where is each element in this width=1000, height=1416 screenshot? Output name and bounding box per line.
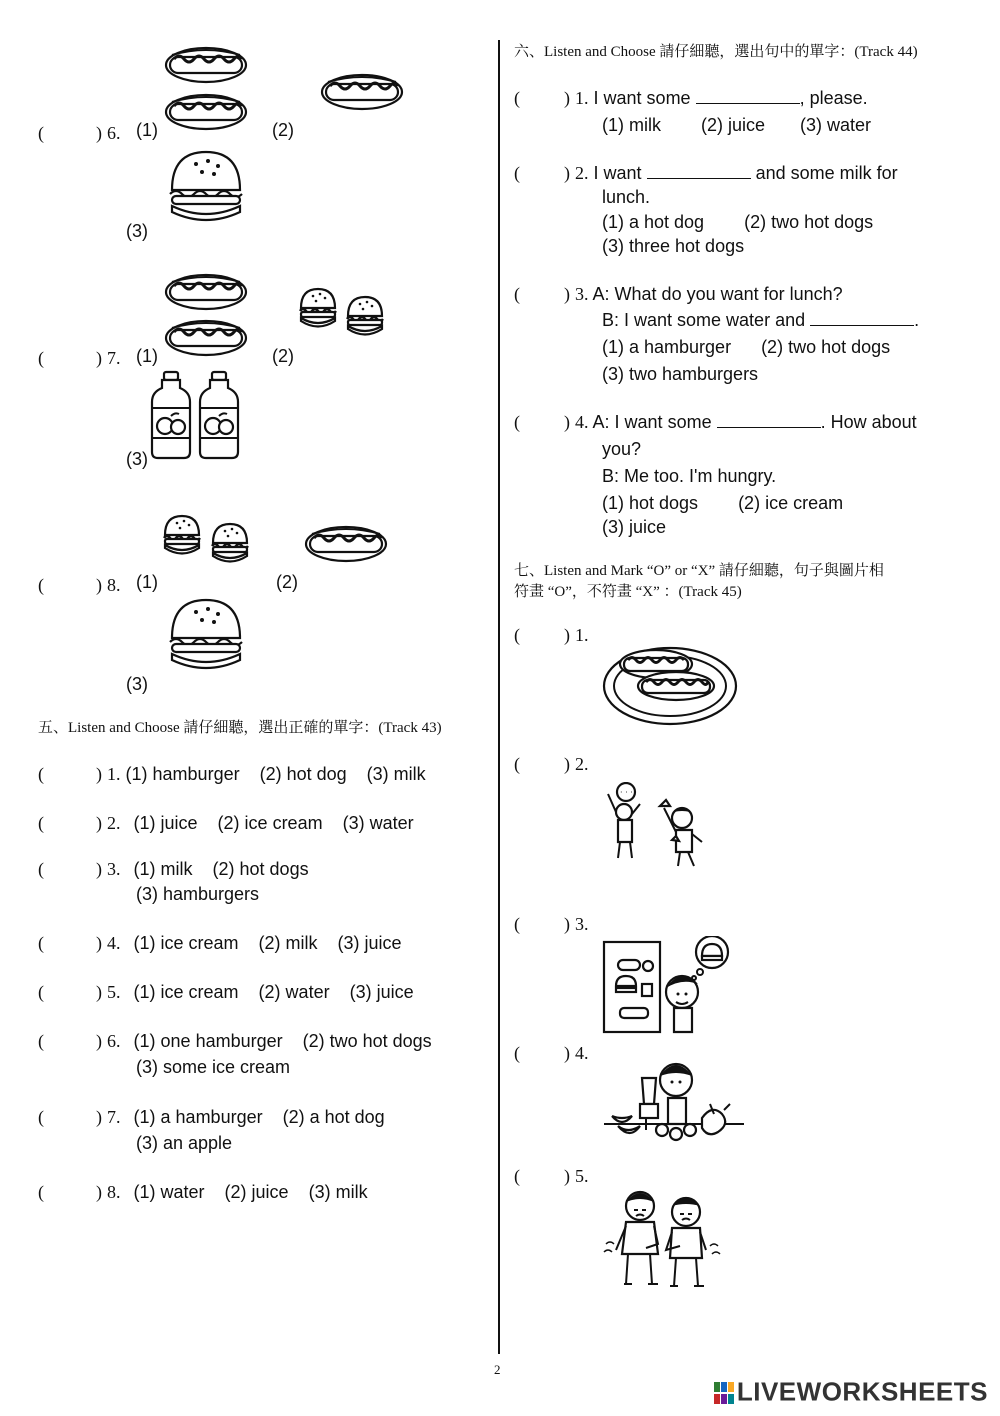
answer-paren-open[interactable]: (	[514, 284, 520, 304]
section5-item-5: ( ) 5. (1) ice cream (2) water (3) juice	[38, 982, 414, 1002]
page-number: 2	[494, 1362, 501, 1377]
answer-paren-open[interactable]: (	[514, 1166, 520, 1186]
answer-paren-open[interactable]: (	[38, 764, 44, 784]
section6-item-2-options: (1) a hot dog (2) two hot dogs	[602, 212, 874, 232]
section5-item-7-line2: (3) an apple	[136, 1133, 233, 1153]
answer-paren-open[interactable]: (	[38, 859, 44, 879]
answer-paren-open[interactable]: (	[38, 123, 44, 143]
left-illustrations	[0, 0, 500, 710]
two-hungry-kids-illustration	[600, 1184, 750, 1302]
section7-item-3: ( ) 3.	[514, 914, 589, 934]
section5-item-7: ( ) 7. (1) a hamburger (2) a hot dog	[38, 1107, 385, 1127]
section6-item-3-options: (1) a hamburger (2) two hot dogs	[602, 337, 891, 357]
section6-item-3-line2: B: I want some water and .	[602, 310, 920, 330]
menu-and-girl-burger-illustration	[602, 936, 747, 1036]
section5-item-6: ( ) 6. (1) one hamburger (2) two hot dogs	[38, 1031, 432, 1051]
section6-item-4-line2: you?	[602, 439, 642, 459]
section7-item-1: ( ) 1.	[514, 625, 589, 645]
column-divider	[498, 40, 500, 1354]
answer-paren-open[interactable]: (	[514, 88, 520, 108]
section-7-title-line2: 符畫 “O”，不符畫 “X” ：(Track 45)	[514, 584, 742, 600]
answer-paren-open[interactable]: (	[38, 1031, 44, 1051]
section6-item-2: ( ) 2. I want and some milk for	[514, 163, 898, 183]
answer-paren-open[interactable]: (	[38, 982, 44, 1002]
answer-paren-open[interactable]: (	[38, 1107, 44, 1127]
kids-with-ice-cream-illustration	[598, 782, 728, 877]
svg-text:· · ·: · · ·	[620, 788, 633, 797]
section5-item-4: ( ) 4. (1) ice cream (2) milk (3) juice	[38, 933, 402, 953]
girl-with-fruit-juice-illustration	[602, 1060, 747, 1146]
section5-item-3: ( ) 3. (1) milk (2) hot dogs	[38, 859, 309, 879]
section6-item-3-options-2: (3) two hamburgers	[602, 364, 759, 384]
answer-paren-open[interactable]: (	[38, 933, 44, 953]
section6-item-4-line3: B: Me too. I'm hungry.	[602, 466, 777, 486]
section7-item-4: ( ) 4.	[514, 1043, 589, 1063]
option-1-label: (1)	[136, 572, 158, 592]
answer-paren-open[interactable]: (	[38, 575, 44, 595]
answer-paren-open[interactable]: (	[38, 348, 44, 368]
option-2-label: (2)	[272, 346, 294, 366]
section6-item-4-options: (1) hot dogs (2) ice cream	[602, 493, 844, 513]
section-5-title: 五、Listen and Choose 請仔細聽，選出正確的單字：(Track 43)	[38, 720, 442, 736]
section6-item-1-options: (1) milk (2) juice (3) water	[602, 115, 872, 135]
fill-blank	[810, 309, 914, 326]
question-8-picture: ( ) 8.	[38, 575, 121, 595]
fill-blank	[647, 162, 751, 179]
answer-paren-open[interactable]: (	[514, 1043, 520, 1063]
section6-item-4: ( ) 4. A: I want some . How about	[514, 412, 917, 432]
option-3-label: (3)	[126, 221, 148, 241]
option-2-label: (2)	[276, 572, 298, 592]
answer-paren-open[interactable]: (	[514, 163, 520, 183]
logo-mark-icon	[714, 1382, 734, 1404]
fill-blank	[717, 411, 821, 428]
section6-item-4-options-2: (3) juice	[602, 517, 667, 537]
answer-paren-open[interactable]: (	[514, 625, 520, 645]
section5-item-3-line2: (3) hamburgers	[136, 884, 260, 904]
fill-blank	[696, 87, 800, 104]
section7-item-5: ( ) 5.	[514, 1166, 589, 1186]
answer-paren-open[interactable]: (	[38, 1182, 44, 1202]
section6-item-1: ( ) 1. I want some , please.	[514, 88, 868, 108]
section5-item-8: ( ) 8. (1) water (2) juice (3) milk	[38, 1182, 368, 1202]
answer-paren-open[interactable]: (	[514, 914, 520, 934]
section5-item-1: ( ) 1. (1) hamburger (2) hot dog (3) milk	[38, 764, 426, 784]
answer-paren-open[interactable]: (	[38, 813, 44, 833]
question-7-picture: ( ) 7.	[38, 348, 121, 368]
section5-item-6-line2: (3) some ice cream	[136, 1057, 291, 1077]
question-6-picture: ( ) 6.	[38, 123, 121, 143]
option-3-label: (3)	[126, 674, 148, 694]
option-1-label: (1)	[136, 120, 158, 140]
liveworksheets-logo[interactable]: LIVEWORKSHEETS	[714, 1375, 988, 1408]
section-6-title: 六、Listen and Choose 請仔細聽，選出句中的單字：(Track 44)	[514, 44, 918, 60]
option-2-label: (2)	[272, 120, 294, 140]
section5-item-2: ( ) 2. (1) juice (2) ice cream (3) water	[38, 813, 414, 833]
answer-paren-open[interactable]: (	[514, 754, 520, 774]
section6-item-3: ( ) 3. A: What do you want for lunch?	[514, 284, 843, 304]
answer-paren-open[interactable]: (	[514, 412, 520, 432]
section6-item-2-options-2: (3) three hot dogs	[602, 236, 745, 256]
option-3-label: (3)	[126, 449, 148, 469]
option-1-label: (1)	[136, 346, 158, 366]
section-7-title-line1: 七、Listen and Mark “O” or “X” 請仔細聽，句子與圖片相	[514, 563, 884, 579]
section6-item-2-line2: lunch.	[602, 187, 651, 207]
hot-dogs-on-plate-illustration	[590, 630, 760, 730]
section7-item-2: ( ) 2.	[514, 754, 589, 774]
